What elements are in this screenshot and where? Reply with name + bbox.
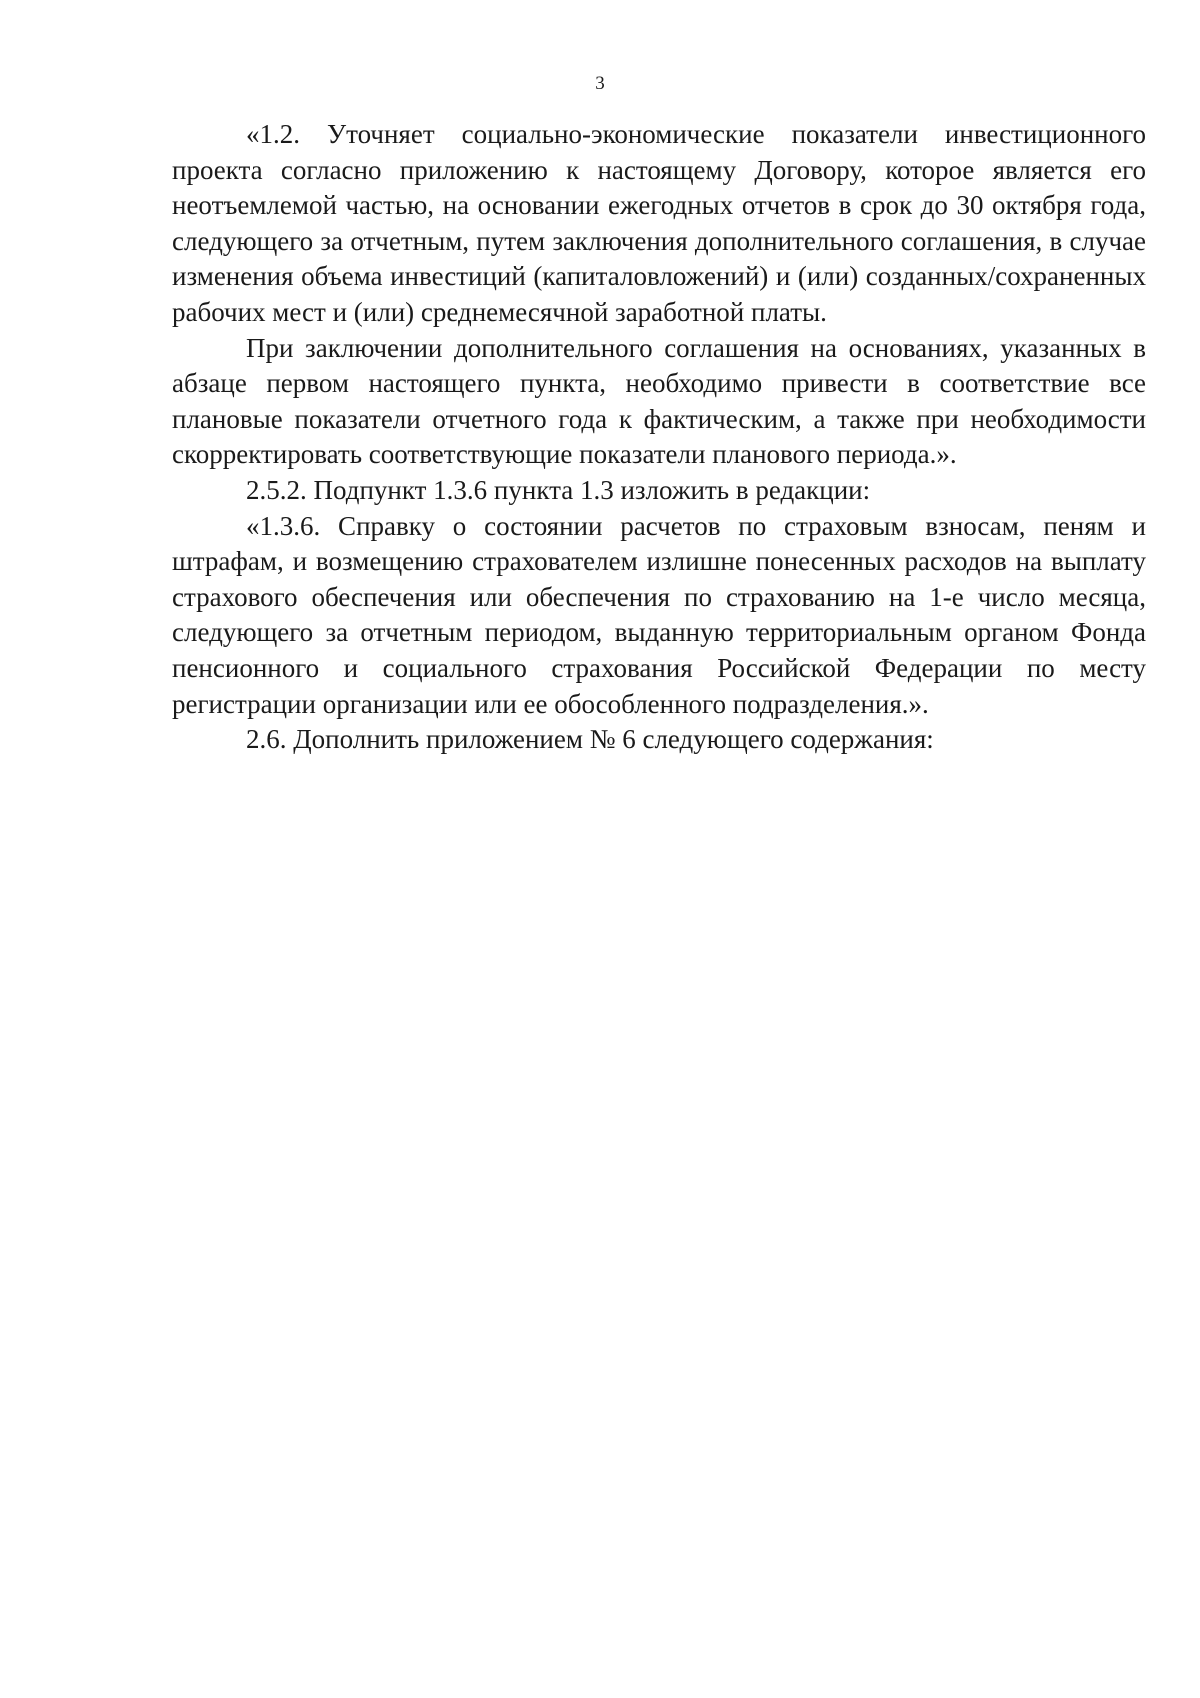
page-number: 3	[595, 73, 605, 94]
paragraph-2-6: 2.6. Дополнить приложением № 6 следующего содержания:	[246, 724, 934, 755]
paragraph-1-2: «1.2. Уточняет социально-экономические показатели инвестиционного проекта согласно приложению к настоящему Договору, которое является его неотъемлемой частью, на основании ежегодных отчетов в срок до 30 октября года, следующего за отчетным, путем заключения дополнительного соглашения, в случае изменения объема инвестиций (капиталовложений) и (или) созданных/сохраненных рабочих мест и (или) среднемесячной заработной платы.	[172, 119, 1146, 327]
document-body	[172, 117, 1146, 758]
paragraph-1-3-6: «1.3.6. Справку о состоянии расчетов по страховым взносам, пеням и штрафам, и возмещению страхователем излишне понесенных расходов на выплату страхового обеспечения или обеспечения по страхованию на 1-е число месяца, следующего за отчетным периодом, выданную территориальным органом Фонда пенсионного и социального страхования Российской Федерации по месту регистрации организации или ее обособленного подразделения.».	[172, 510, 1146, 719]
paragraph-additional-agreement: При заключении дополнительного соглашения на основаниях, указанных в абзаце первом настоящего пункта, необходимо привести в соответствие все плановые показатели отчетного года к фактическим, а также при необходимости скорректировать соответствующие показатели планового периода.».	[172, 332, 1146, 470]
paragraph-2-5-2: 2.5.2. Подпункт 1.3.6 пункта 1.3 изложить в редакции:	[246, 474, 871, 505]
